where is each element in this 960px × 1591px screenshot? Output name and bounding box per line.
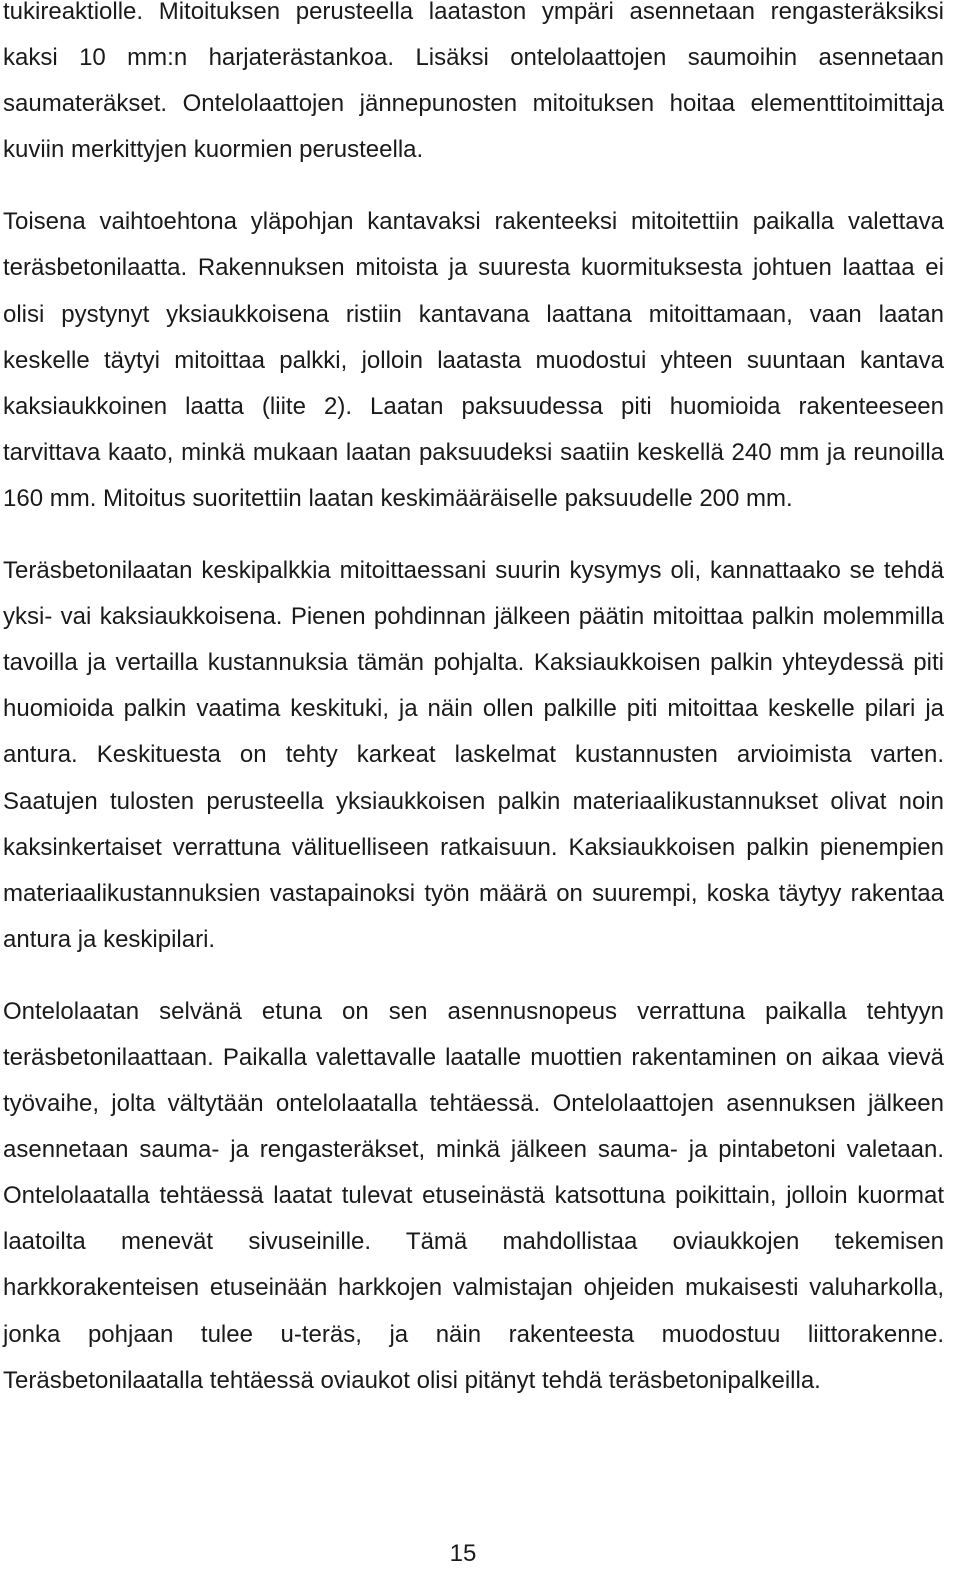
paragraph: tukireaktiolle. Mitoituksen perusteella laataston ympäri asennetaan rengasteräksiksi kaksi 10 mm:n harjaterästankoa. Lisäksi ontelolaattojen saumoihin asennetaan saumateräkset. Ontelolaattojen jännepunosten mitoituksen hoitaa elementtitoimittaja kuviin merkittyjen kuormien perusteella.: [3, 0, 944, 164]
paragraph: Teräsbetonilaatan keskipalkkia mitoittaessani suurin kysymys oli, kannattaako se tehdä yksi- vai kaksiaukkoisena. Pienen pohdinnan jälkeen päätin mitoittaa palkin molemmilla tavoilla ja vertailla kustannuksia tämän pohjalta. Kaksiaukkoisen palkin yhteydessä piti huomioida palkin vaatima keskituki, ja näin ollen palkille piti mitoittaa keskelle pilari ja antura. Keskituesta on tehty karkeat laskelmat kustannusten arvioimista varten. Saatujen tulosten perusteella yksiaukkoisen palkin materiaalikustannukset olivat noin kaksinkertaiset verrattuna välituelliseen ratkaisuun. Kaksiaukkoisen palkin pienempien materiaalikustannuksien vastapainoksi työn määrä on suurempi, koska täytyy rakentaa antura ja keskipilari.: [3, 557, 944, 953]
paragraph: Toisena vaihtoehtona yläpohjan kantavaksi rakenteeksi mitoitettiin paikalla valettava teräsbetonilaatta. Rakennuksen mitoista ja suuresta kuormituksesta johtuen laattaa ei olisi pystynyt yksiaukkoisena ristiin kantavana laattana mitoittamaan, vaan laatan keskelle täytyi mitoittaa palkki, jolloin laatasta muodostui yhteen suuntaan kantava kaksiaukkoinen laatta (liite 2). Laatan paksuudessa piti huomioida rakenteeseen tarvittava kaato, minkä mukaan laatan paksuudeksi saatiin keskellä 240 mm ja reunoilla 160 mm. Mitoitus suoritettiin laatan keskimääräiselle paksuudelle 200 mm.: [3, 208, 944, 512]
paragraph-spacer: [3, 963, 944, 989]
document-page: [3, 0, 944, 1404]
paragraph-spacer: [3, 522, 944, 548]
paragraph: Ontelolaatan selvänä etuna on sen asennusnopeus verrattuna paikalla tehtyyn teräsbetonilaattaan. Paikalla valettavalle laatalle muottien rakentaminen on aikaa vievä työvaihe, jolta vältytään ontelolaatalla tehtäessä. Ontelolaattojen asennuksen jälkeen asennetaan sauma- ja rengasteräkset, minkä jälkeen sauma- ja pintabetoni valetaan. Ontelolaatalla tehtäessä laatat tulevat etuseinästä katsottuna poikittain, jolloin kuormat laatoilta menevät sivuseinille. Tämä mahdollistaa oviaukkojen tekemisen harkkorakenteisen etuseinään harkkojen valmistajan ohjeiden mukaisesti valuharkolla, jonka pohjaan tulee u-teräs, ja näin rakenteesta muodostuu liittorakenne. Teräsbetonilaatalla tehtäessä oviaukot olisi pitänyt tehdä teräsbetonipalkeilla.: [3, 997, 944, 1394]
paragraph-spacer: [3, 173, 944, 199]
page-number: 15: [449, 1540, 477, 1567]
